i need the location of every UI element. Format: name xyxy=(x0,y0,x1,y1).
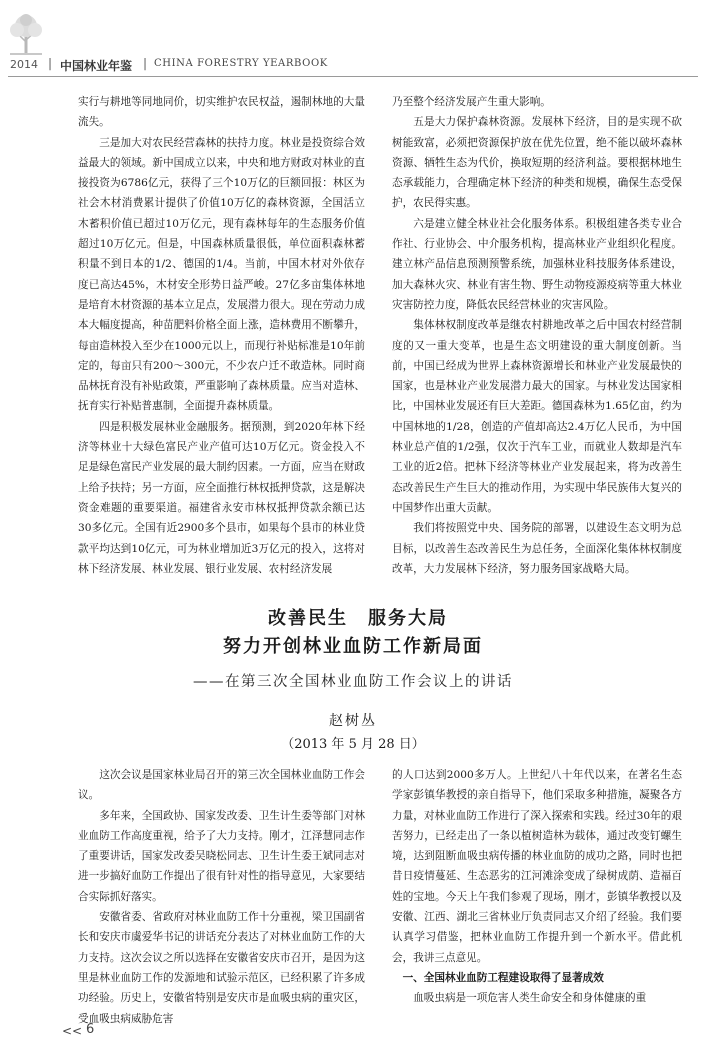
paragraph: 五是大力保护森林资源。发展林下经济，目的是实现不砍树能致富，必须把资源保护放在优先位置，绝不能以破坏森林资源、牺牲生态为代价，换取短期的经济利益。要根据林地生态承载能力，合理确定林下经济的种类和规模，确保生态受保护，农民得实惠。 xyxy=(392,116,682,210)
paragraph: 乃至整个经济发展产生重大影响。 xyxy=(392,96,551,108)
paragraph: 血吸虫病是一项危害人类生命安全和身体健康的重 xyxy=(413,992,647,1005)
paragraph: 我们将按照党中央、国务院的部署，以建设生态文明为总目标，以改善生态改善民生为总任务，全面深化集体林权制度改革，大力发展林下经济，努力服务国家战略大局。 xyxy=(392,522,682,575)
tree-icon xyxy=(6,12,46,56)
article-date: （2013 年 5 月 28 日） xyxy=(281,737,425,752)
article-author: 赵树丛 xyxy=(329,713,377,729)
article-title-block xyxy=(0,605,706,755)
article-title-line2: 努力开创林业血防工作新局面 xyxy=(223,636,483,657)
header-separator: | xyxy=(143,56,148,70)
yearbook-year: 2014 xyxy=(10,58,38,71)
page-header xyxy=(0,0,706,80)
lower-left-column xyxy=(78,765,365,1029)
yearbook-title-en: CHINA FORESTRY YEARBOOK xyxy=(154,58,328,69)
paragraph: 这次会议是国家林业局召开的第三次全国林业血防工作会议。 xyxy=(78,769,365,802)
header-separator: | xyxy=(48,56,53,70)
paragraph: 四是积极发展林业金融服务。据预测，到2020年林下经济等林业十大绿色富民产业产值可达10万亿元。资金投入不足是绿色富民产业发展的最大制约因素。一方面，应当在财政上给予扶持；另一方面，应全面推行林权抵押贷款，这是解决资金难题的重要渠道。福建省永安市林权抵押贷款余额已达30多亿元。全国有近2900多个县市，如果每个县市的林业贷款平均达到10亿元，可为林业增加近3万亿元的投入，这将对林下经济发展、林业发展、银行业发展、农村经济发展 xyxy=(78,420,365,575)
paragraph: 三是加大对农民经营森林的扶持力度。林业是投资综合效益最大的领域。新中国成立以来，中央和地方财政对林业的直接投资为6786亿元，获得了三个10万亿的巨额回报：林区为社会木材消费累计提供了价值10万亿的森林资源，全国活立木蓄积价值已超过10万亿元，现有森林每年的生态服务价值超过10万亿元。但是，中国森林质量很低，单位面积森林蓄积量不到日本的1/2、德国的1/4。当前，中国木材对外依存度已高达45%，木材安全形势日益严峻。27亿多亩集体林地是培育木材资源的基本立足点，发展潜力很大。现在劳动力成本大幅度提高，种苗肥料价格全面上涨，造林费用不断攀升，每亩造林投入至少在1000元以上，而现行补贴标准是10年前定的，每亩只有200～300元，不少农户迁不敢造林。同时商品林抚育没有补贴政策，严重影响了森林质量。应当对造林、抚育实行补贴普惠制，全面提升森林质量。 xyxy=(78,136,365,413)
header-divider xyxy=(8,76,698,77)
paragraph: 的人口达到2000多万人。上世纪八十年代以来，在著名生态学家彭镇华教授的亲自指导下，他们采取多种措施，凝聚各方力量，对林业血防工作进行了深入探索和实践。经过30年的艰苦努力，已经走出了一条以植树造林为载体，通过改变钉螺生境，达到阻断血吸虫病传播的林业血防的成功之路，同时也把昔日疫情蔓延、生态恶劣的江河滩涂变成了绿树成荫、造福百姓的宝地。今天上午我们参观了现场，刚才，彭镇华教授以及安徽、江西、湖北三省林业厅负责同志又介绍了经验。我们要认真学习借鉴，把林业血防工作提升到一个新水平。借此机会，我讲三点意见。 xyxy=(392,769,682,964)
upper-left-column xyxy=(78,92,365,579)
paragraph: 多年来，全国政协、国家发改委、卫生计生委等部门对林业血防工作高度重视，给予了大力支持。刚才，江泽慧同志作了重要讲话，国家发改委吴晓松同志、卫生计生委王斌同志对进一步搞好血防工作提出了很有针对性的指导意见，大家要结合实际抓好落实。 xyxy=(78,809,365,903)
paragraph: 六是建立健全林业社会化服务体系。积极组建各类专业合作社、行业协会、中介服务机构，提高林业产业组织化程度。建立林产品信息预测预警系统，加强林业科技服务体系建设，加大森林火灾、林业有害生物、野生动物疫源疫病等重大林业灾害防控力度，降低农民经营林业的灾害风险。 xyxy=(392,217,682,311)
page-prev-arrows: << xyxy=(62,1024,83,1038)
yearbook-title-cn: 中国林业年鉴 xyxy=(60,59,133,73)
paragraph: 集体林权制度改革是继农村耕地改革之后中国农村经营制度的又一重大变革，也是生态文明建设的重大制度创新。当前，中国已经成为世界上森林资源增长和林业产业发展最快的国家，也是林业产业发展潜力最大的国家。与林业发达国家相比，中国林业发展还有巨大差距。德国森林为1.65亿亩，约为中国林地的1/28，创造的产值却高达2.4万亿人民币，为中国林业总产值的1/2强，仅次于汽车工业，而就业人数却是汽车工业的近2倍。把林下经济等林业产业发展起来，将为改善生态改善民生产生巨大的推动作用，为实现中华民族伟大复兴的中国梦作出重大贡献。 xyxy=(392,319,682,514)
page-number: 6 xyxy=(86,1022,95,1037)
article-title-line1: 改善民生 服务大局 xyxy=(268,608,448,629)
paragraph: 实行与耕地等同地同价，切实维护农民权益，遏制林地的大量流失。 xyxy=(78,96,365,129)
upper-right-column xyxy=(392,92,682,579)
lower-right-column xyxy=(392,765,682,1009)
paragraph: 安徽省委、省政府对林业血防工作十分重视，梁卫国副省长和安庆市虞爱华书记的讲话充分表达了对林业血防工作的大力支持。这次会议之所以选择在安徽省安庆市召开，是因为这里是林业血防工作的发源地和试验示范区，已经积累了许多成功经验。历史上，安徽省特别是安庆市是血吸虫病的重灾区，受血吸虫病威胁危害 xyxy=(78,911,365,1025)
section-heading: 一、全国林业血防工程建设取得了显著成效 xyxy=(402,971,604,984)
article-subtitle: ——在第三次全国林业血防工作会议上的讲话 xyxy=(193,674,513,690)
